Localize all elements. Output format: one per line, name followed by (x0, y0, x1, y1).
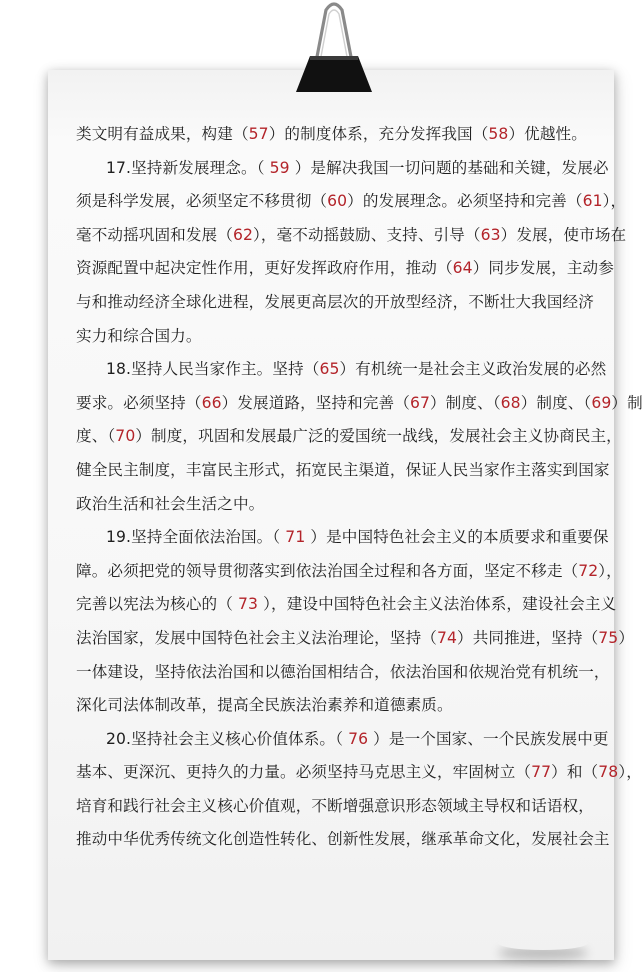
text-line (76, 656, 608, 690)
text-line (76, 790, 608, 824)
text-line (76, 555, 622, 589)
text-segment: 推动中华优秀传统文化创造性转化、创新性发展，继承革命文化，发展社会主 (76, 830, 610, 849)
blank-number: 62 (232, 225, 253, 244)
text-segment: ）， (602, 192, 627, 211)
blank-number: 58 (488, 125, 509, 143)
text-line (76, 488, 608, 522)
text-segment: 法治国家，发展中国特色社会主义法治理论，坚持（ (76, 628, 437, 647)
blank-number: 70 (115, 427, 136, 446)
text-line (76, 723, 608, 757)
blank-number: 75 (598, 628, 619, 647)
text-segment: 深化司法体制改革，提高全民族法治素养和道德素质。 (76, 696, 453, 715)
text-segment: 20.坚持社会主义核心价值体系。（ (106, 729, 349, 748)
blank-number: 69 (591, 393, 612, 412)
text-segment: ）制 (611, 393, 643, 412)
text-segment: 18.坚持人民当家作主。坚持（ (106, 360, 320, 379)
blank-number: 68 (500, 393, 521, 412)
binder-clip-icon (286, 0, 382, 96)
text-segment: 资源配置中起决定性作用，更好发挥政府作用，推动（ (76, 259, 453, 278)
text-segment: 19.坚持全面依法治国。（ (106, 528, 286, 547)
text-segment: ）制度、（ (429, 393, 501, 412)
text-segment: ）， (598, 561, 622, 580)
text-line (76, 152, 608, 186)
text-segment: 完善以宪法为核心的（ (76, 595, 238, 614)
blank-number: 76 (348, 729, 369, 748)
blank-number: 67 (409, 393, 430, 412)
text-segment: ）的发展理念。必须坚持和完善（ (347, 192, 583, 211)
text-segment: ）制度，巩固和发展最广泛的爱国统一战线，发展社会主义协商民主， (135, 427, 622, 446)
text-segment: 毫不动摇巩固和发展（ (76, 225, 233, 244)
text-line (76, 588, 617, 622)
text-segment: 要求。必须坚持（ (76, 393, 202, 412)
text-segment: ）和（ (551, 763, 599, 782)
text-segment: ）制度、（ (520, 393, 592, 412)
blank-number: 78 (598, 763, 619, 782)
text-segment: 政治生活和社会生活之中。 (76, 494, 265, 513)
text-segment: ），毫不动摇鼓励、支持、引导（ (253, 225, 481, 244)
text-segment: ）是解决我国一切问题的基础和关键，发展必 (289, 158, 609, 177)
text-line (76, 521, 608, 555)
text-line (76, 756, 642, 790)
text-line (76, 454, 608, 488)
text-segment: ）发展道路，坚持和完善（ (221, 393, 410, 412)
text-segment: 17.坚持新发展理念。（ (106, 158, 270, 177)
text-segment: ）是一个国家、一个民族发展中更 (368, 729, 609, 748)
text-line (76, 219, 627, 253)
text-segment: 培育和践行社会主义核心价值观，不断增强意识形态领域主导权和话语权， (76, 796, 594, 815)
text-line (76, 252, 614, 286)
text-segment: ）同步发展，主动参 (472, 259, 614, 278)
text-segment: ）是中国特色社会主义的本质要求和重要保 (305, 528, 609, 547)
text-segment: 一体建设，坚持依法治国和以德治国相结合，依法治国和依规治党有机统一， (76, 662, 610, 681)
text-segment: ） (618, 628, 635, 647)
blank-number: 60 (327, 192, 348, 211)
text-line (76, 118, 608, 152)
paper-curl-shadow (498, 936, 588, 950)
blank-number: 63 (480, 225, 501, 244)
document-text (76, 118, 643, 857)
text-line (76, 420, 622, 454)
blank-number: 74 (436, 628, 458, 647)
text-line (76, 286, 608, 320)
blank-number: 77 (531, 763, 552, 782)
text-line (76, 689, 608, 723)
text-segment: ）， (618, 763, 642, 782)
blank-number: 61 (582, 192, 603, 211)
text-segment: ）有机统一是社会主义政治发展的必然 (339, 360, 607, 379)
text-segment: 实力和综合国力。 (76, 326, 202, 345)
text-line (76, 387, 643, 421)
blank-number: 73 (238, 595, 259, 614)
blank-number: 65 (319, 360, 340, 379)
text-segment: 健全民主制度，丰富民主形式，拓宽民主渠道，保证人民当家作主落实到国家 (76, 460, 610, 479)
text-segment: 与和推动经济全球化进程，发展更高层次的开放型经济，不断壮大我国经济 (76, 292, 594, 311)
text-line (76, 823, 608, 857)
text-line (76, 320, 608, 354)
text-segment: ），建设中国特色社会主义法治体系，建设社会主义 (258, 595, 617, 614)
text-segment: 基本、更深沉、更持久的力量。必须坚持马克思主义，牢固树立（ (76, 763, 532, 782)
blank-number: 72 (578, 561, 599, 580)
blank-number: 57 (248, 125, 269, 143)
text-segment: 障。必须把党的领导贯彻落实到依法治国全过程和各方面，坚定不移走（ (76, 561, 579, 580)
text-line (76, 622, 635, 656)
text-line (76, 353, 608, 387)
blank-number: 71 (285, 528, 306, 547)
text-segment: 类文明有益成果，构建（ (76, 125, 249, 143)
text-segment: 度、（ (76, 427, 116, 446)
blank-number: 66 (201, 393, 222, 412)
blank-number: 59 (269, 158, 290, 177)
blank-number: 64 (452, 259, 473, 278)
text-line (76, 185, 627, 219)
text-segment: ）发展，使市场在 (500, 225, 627, 244)
text-segment: ）的制度体系，充分发挥我国（ (268, 125, 489, 143)
text-segment: 须是科学发展，必须坚定不移贯彻（ (76, 192, 328, 211)
text-segment: ）优越性。 (508, 125, 587, 143)
text-segment: ）共同推进，坚持（ (457, 628, 599, 647)
